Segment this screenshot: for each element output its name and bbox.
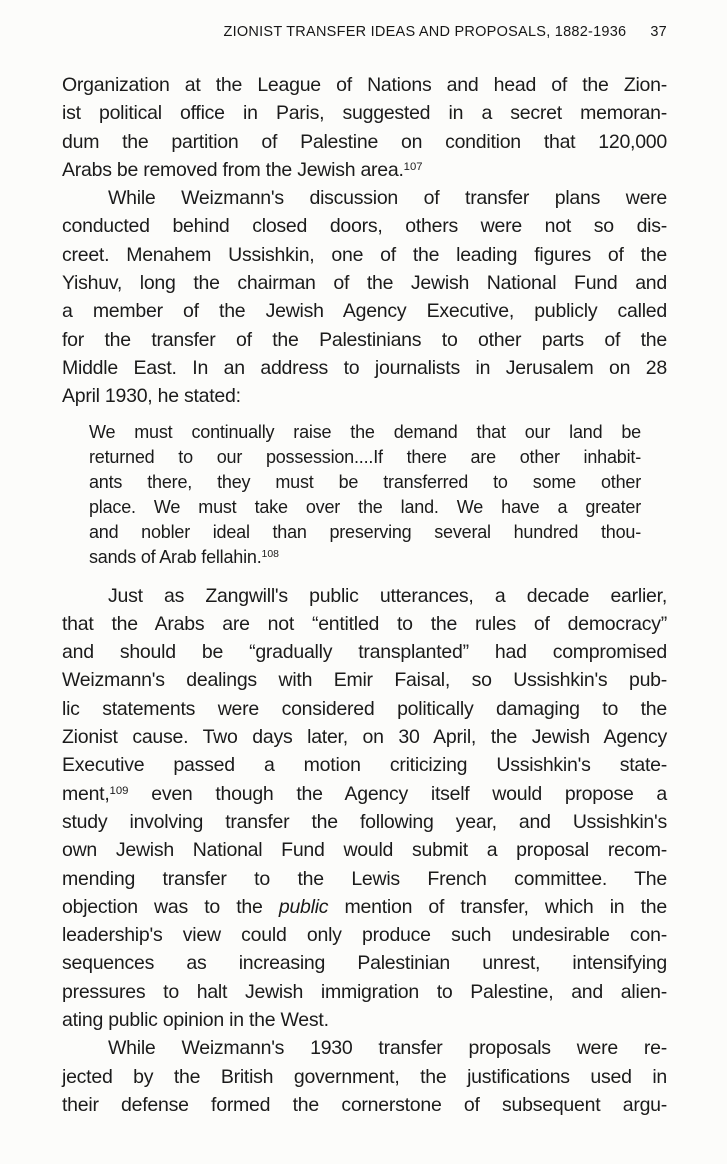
text-line: ants there, they must be transferred to some other <box>89 471 641 492</box>
text-line: lic statements were considered politically damaging to the <box>62 697 667 720</box>
text-line: pressures to halt Jewish immigration to Palestine, and alien- <box>62 980 667 1003</box>
text-line: their defense formed the cornerstone of subsequent argu- <box>62 1093 667 1116</box>
text-line: Arabs be removed from the Jewish area.$^{107}$ <box>62 158 423 181</box>
text-line: Zionist cause. Two days later, on 30 April, the Jewish Agency <box>62 726 667 749</box>
text-line: Middle East. In an address to journalists in Jerusalem on 28 <box>62 356 667 379</box>
text-line: sequences as increasing Palestinian unrest, intensifying <box>62 952 667 975</box>
text-line: study involving transfer the following year, and Ussishkin's <box>62 810 667 833</box>
text-line: creet. Menahem Ussishkin, one of the leading figures of the <box>62 243 667 266</box>
text-line: own Jewish National Fund would submit a proposal recom- <box>62 839 667 862</box>
text-line: We must continually raise the demand that our land be <box>89 421 641 442</box>
text-line: that the Arabs are not “entitled to the rules of democracy” <box>62 612 667 635</box>
page-body <box>62 71 667 1119</box>
text-line: Weizmann's dealings with Emir Faisal, so Ussishkin's pub- <box>62 669 667 692</box>
text-line: a member of the Jewish Agency Executive, publicly called <box>62 300 667 323</box>
text-line: and nobler ideal than preserving several hundred thou- <box>89 521 641 542</box>
text-line: leadership's view could only produce such undesirable con- <box>62 924 667 947</box>
paragraph <box>62 184 667 410</box>
text-line: for the transfer of the Palestinians to other parts of the <box>62 328 667 351</box>
paragraph <box>62 582 667 1035</box>
footnote-marker: 108 <box>261 549 279 561</box>
footnote-marker: 109 <box>109 785 129 797</box>
text-line: mending transfer to the Lewis French committee. The <box>62 867 667 890</box>
text-line: Executive passed a motion criticizing Ussishkin's state- <box>62 754 667 777</box>
text-line: conducted behind closed doors, others were not so dis- <box>62 215 667 238</box>
text-line: place. We must take over the land. We have a greater <box>89 496 641 517</box>
block-quote <box>62 420 667 570</box>
text-line: dum the partition of Palestine on condition that 120,000 <box>62 130 667 153</box>
text-line: jected by the British government, the justifications used in <box>62 1065 667 1088</box>
paragraph <box>62 71 667 184</box>
text-line: returned to our possession....If there are other inhabit- <box>89 446 641 467</box>
text-line: Organization at the League of Nations and head of the Zion- <box>62 74 667 96</box>
text-line: objection was to the public mention of transfer, which in the <box>62 895 667 918</box>
text-line: While Weizmann's discussion of transfer plans were <box>108 187 667 210</box>
text-line: and should be “gradually transplanted” had compromised <box>62 641 667 664</box>
text-line: ment,$^{109}$ even though the Agency itself would propose a <box>62 782 667 805</box>
text-line: ist political office in Paris, suggested in a secret memoran- <box>62 102 667 125</box>
paragraph <box>62 1034 667 1119</box>
running-header <box>62 24 667 40</box>
text-line: Yishuv, long the chairman of the Jewish National Fund and <box>62 272 667 295</box>
text-line: sands of Arab fellahin.$^{108}$ <box>89 546 279 567</box>
header-title: ZIONIST TRANSFER IDEAS AND PROPOSALS, 1882-1936 <box>223 24 627 40</box>
text-line: April 1930, he stated: <box>62 385 241 408</box>
page-number: 37 <box>650 24 667 40</box>
text-line: While Weizmann's 1930 transfer proposals were re- <box>108 1037 667 1060</box>
text-line: Just as Zangwill's public utterances, a decade earlier, <box>108 584 667 607</box>
text-line: ating public opinion in the West. <box>62 1009 329 1032</box>
footnote-marker: 107 <box>403 161 423 174</box>
